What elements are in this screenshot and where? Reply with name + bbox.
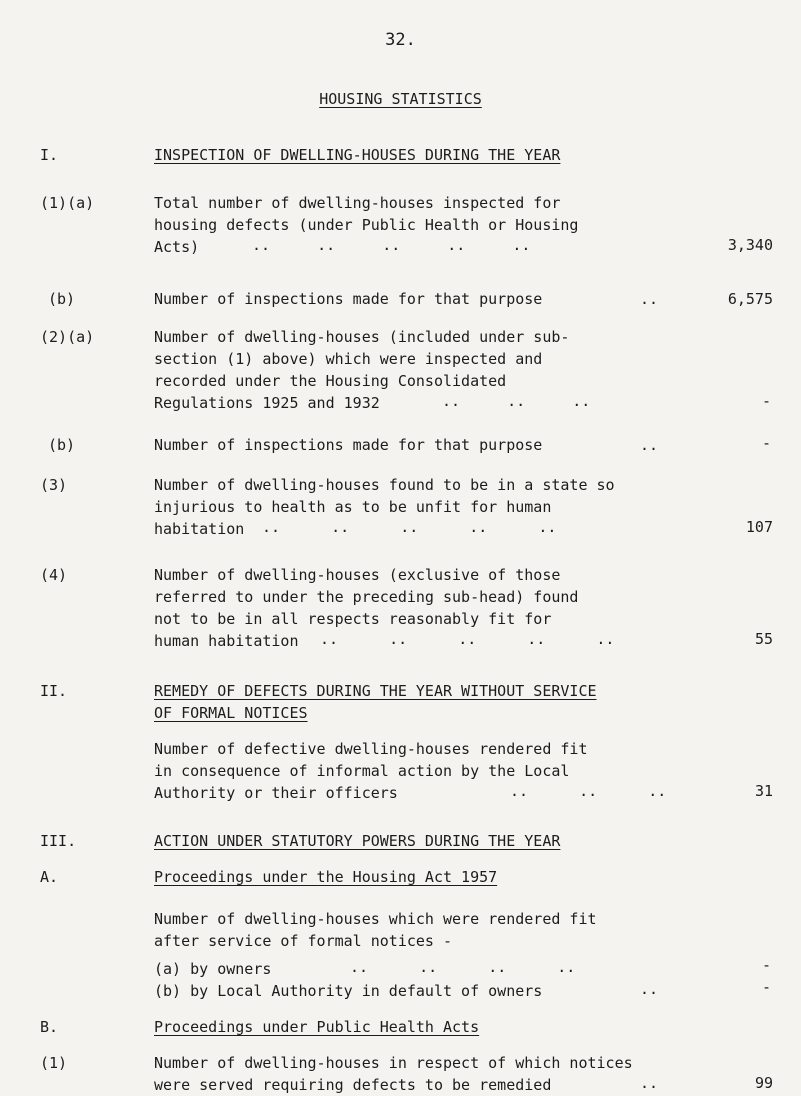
leader-dot-group: .. [400,518,419,536]
section-number: II. [40,682,68,700]
section-heading: INSPECTION OF DWELLING-HOUSES DURING THE YEAR [154,146,561,164]
page-number: 32. [385,30,416,50]
leader-dots [320,630,614,648]
text-line: Regulations 1925 and 1932 [154,394,380,412]
text-line: Number of defective dwelling-houses rendered fit [154,740,588,758]
leader-dot-group: .. [419,958,438,976]
text-line: Number of inspections made for that purpose [154,436,543,454]
text-line: Number of dwelling-houses (exclusive of those [154,566,561,584]
text-line: section (1) above) which were inspected and [154,350,543,368]
text-line: Number of dwelling-houses in respect of which notices [154,1054,633,1072]
item-label: (b) [48,436,76,454]
leader-dot-group: .. [469,518,488,536]
item-value: 3,340 [727,236,773,254]
leader-dot-group: .. [579,782,598,800]
item-value: 31 [754,782,773,800]
section-number: III. [40,832,77,850]
sub-item-text: (b) by Local Authority in default of owners [154,982,543,1000]
item-value: - [761,434,771,452]
text-line: Number of dwelling-houses which were rendered fit [154,910,597,928]
item-text [154,1052,694,1096]
text-line: Acts) [154,238,200,256]
leader-dot-group: .. [572,392,591,410]
leader-dot-group: .. [507,392,526,410]
leader-dots [252,236,530,254]
section-heading [154,680,597,724]
text-line: in consequence of informal action by the Local [154,762,570,780]
item-text [154,908,654,952]
leader-dot-group: .. [447,236,466,254]
section-heading: ACTION UNDER STATUTORY POWERS DURING THE YEAR [154,832,561,850]
text-line: human habitation [154,632,299,650]
text-line: were served requiring defects to be remedied [154,1076,552,1094]
item-value: 99 [754,1074,773,1092]
item-label: (b) [48,290,76,308]
leader-dot-group: .. [557,958,576,976]
leader-dot-group: .. [538,518,557,536]
subsection-heading: Proceedings under the Housing Act 1957 [154,868,498,886]
text-line: Total number of dwelling-houses inspected for [154,194,561,212]
item-label: (1) [40,1054,68,1072]
text-line: recorded under the Housing Consolidated [154,372,507,390]
text-line: injurious to health as to be unfit for human [154,498,552,516]
leader-dot-group: .. [510,782,529,800]
text-line: referred to under the preceding sub-head) found [154,588,579,606]
text-line: after service of formal notices - [154,932,453,950]
item-label: (2)(a) [40,328,95,346]
leader-dot-group: .. [262,518,281,536]
text-line: habitation [154,520,245,538]
leader-dot-group: .. [527,630,546,648]
item-value: - [761,392,771,410]
text-line: housing defects (under Public Health or Housing [154,216,579,234]
subsection-label: B. [40,1018,59,1036]
section-number: I. [40,146,59,164]
item-text [154,288,654,310]
text-line: not to be in all respects reasonably fit for [154,610,552,628]
subsection-heading: Proceedings under Public Health Acts [154,1018,480,1036]
leader-dot-group: .. [488,958,507,976]
leader-dot-group: .. [382,236,401,254]
item-value: - [761,978,771,996]
leader-dots [350,958,575,976]
leader-dots: .. [640,290,659,308]
leader-dot-group: .. [317,236,336,254]
item-label: (4) [40,566,68,584]
leader-dot-group: .. [331,518,350,536]
leader-dots: .. [640,436,659,454]
item-value: - [761,956,771,974]
leader-dots [510,782,666,800]
text-line: Authority or their officers [154,784,398,802]
leader-dot-group: .. [350,958,369,976]
heading-line: REMEDY OF DEFECTS DURING THE YEAR WITHOUT SERVICE [154,682,597,700]
sub-item-text: (a) by owners [154,960,272,978]
subsection-label: A. [40,868,59,886]
item-value: 55 [754,630,773,648]
item-value: 107 [745,518,773,536]
heading-line: OF FORMAL NOTICES [154,704,308,722]
text-line: Number of inspections made for that purpose [154,290,543,308]
leader-dot-group: .. [458,630,477,648]
item-value: 6,575 [727,290,773,308]
leader-dots: .. [640,1074,659,1092]
leader-dot-group: .. [252,236,271,254]
leader-dot-group: .. [596,630,615,648]
leader-dot-group: .. [389,630,408,648]
text-line: Number of dwelling-houses found to be in a state so [154,476,615,494]
leader-dot-group: .. [512,236,531,254]
leader-dots: .. [640,980,659,998]
leader-dots [262,518,556,536]
item-text [154,434,654,456]
leader-dot-group: .. [442,392,461,410]
leader-dot-group: .. [320,630,339,648]
item-label: (3) [40,476,68,494]
page-title: HOUSING STATISTICS [319,90,482,108]
leader-dots [442,392,590,410]
leader-dot-group: .. [648,782,667,800]
item-label: (1)(a) [40,194,95,212]
text-line: Number of dwelling-houses (included under sub- [154,328,570,346]
